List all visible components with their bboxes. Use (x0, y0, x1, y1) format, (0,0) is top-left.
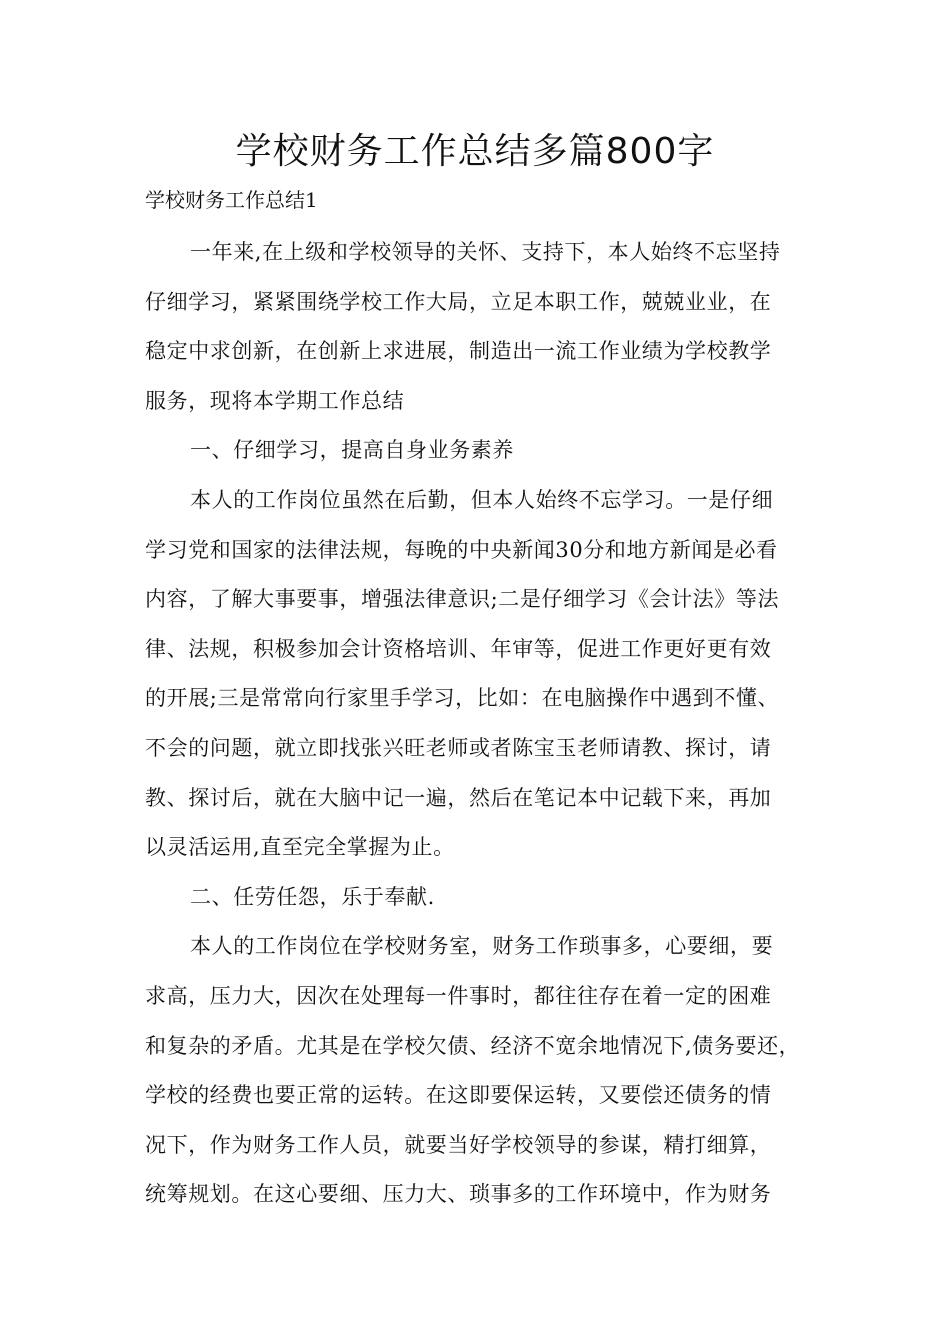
paragraph-line: 稳定中求创新，在创新上求进展，制造出一流工作业绩为学校教学 (145, 339, 772, 364)
paragraph-line: 服务，现将本学期工作总结 (145, 388, 405, 413)
paragraph-line: 学校的经费也要正常的运转。在这即要保运转，又要偿还债务的情 (145, 1083, 772, 1108)
paragraph-line: 仔细学习，紧紧围绕学校工作大局，立足本职工作，兢兢业业，在 (145, 289, 772, 314)
paragraph-line: 教、探讨后，就在大脑中记一遍，然后在笔记本中记载下来，再加 (145, 785, 772, 810)
paragraph-line: 律、法规，积极参加会计资格培训、年审等，促进工作更好更有效 (145, 636, 772, 661)
paragraph-line: 以灵活运用,直至完全掌握为止。 (145, 835, 455, 860)
document-body (145, 228, 821, 1220)
paragraph-line: 统筹规划。在这心要细、压力大、琐事多的工作环境中，作为财务 (145, 1182, 772, 1207)
section-subtitle: 学校财务工作总结1 (145, 188, 318, 212)
paragraph-line: 一年来,在上级和学校领导的关怀、支持下，本人始终不忘坚持 (190, 240, 781, 264)
paragraph-line: 况下，作为财务工作人员，就要当好学校领导的参谋，精打细算， (145, 1132, 772, 1157)
paragraph-line: 和复杂的矛盾。尤其是在学校欠债、经济不宽余地情况下,债务要还， (145, 1033, 801, 1058)
section-heading: 一、仔细学习，提高自身业务素养 (190, 438, 514, 463)
document-title: 学校财务工作总结多篇800字 (235, 131, 715, 172)
paragraph-line: 本人的工作岗位虽然在后勤，但本人始终不忘学习。一是仔细 (190, 487, 774, 512)
section-heading: 二、任劳任怨，乐于奉献. (190, 884, 435, 909)
paragraph-line: 不会的问题，就立即找张兴旺老师或者陈宝玉老师请教、探讨，请 (145, 735, 772, 760)
paragraph-line: 本人的工作岗位在学校财务室，财务工作琐事多，心要细，要 (190, 934, 774, 959)
paragraph-line: 的开展;三是常常向行家里手学习，比如：在电脑操作中遇到不懂、 (145, 686, 780, 711)
paragraph-line: 求高，压力大，因次在处理每一件事时，都往往存在着一定的困难 (145, 983, 772, 1008)
paragraph-line: 学习党和国家的法律法规，每晚的中央新闻30分和地方新闻是必看 (145, 537, 778, 562)
paragraph-line: 内容，了解大事要事，增强法律意识;二是仔细学习《会计法》等法 (145, 587, 780, 612)
